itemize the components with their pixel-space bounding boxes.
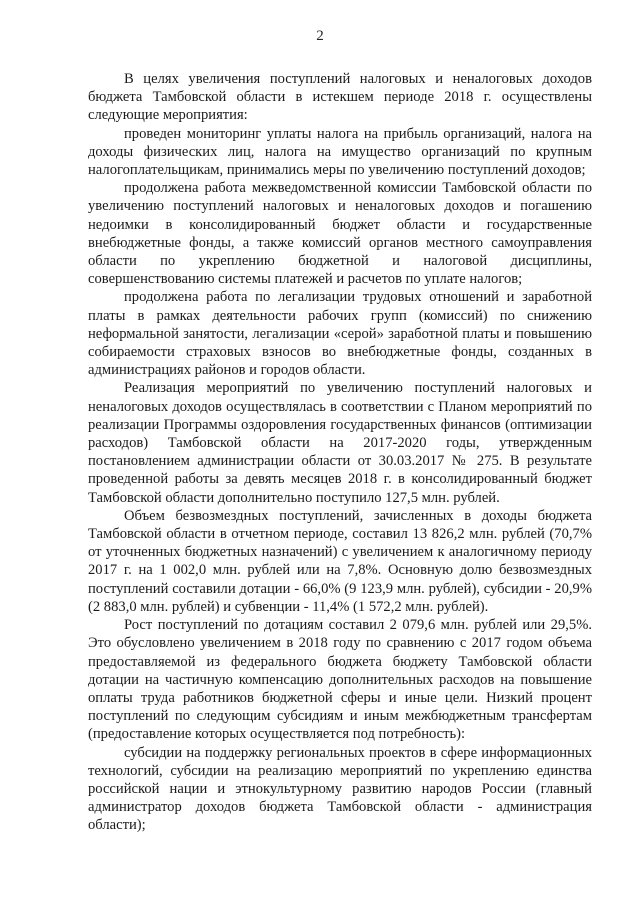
paragraph-program: Реализация мероприятий по увеличению поступлений налоговых и неналоговых доходов осуществлялась в соответствии с Планом мероприятий по реализации Программы оздоровления государственных финансов (оптимизации расходов) Тамбовской области на 2017-2020 годы, утвержденным постановлением администрации области от 30.03.2017 № 275. В результате проведенной работы за девять месяцев 2018 г. в консолидированный бюджет Тамбовской области дополнительно поступило 127,5 млн. рублей. (88, 380, 592, 506)
paragraph-intro: В целях увеличения поступлений налоговых и неналоговых доходов бюджета Тамбовской области в истекшем периоде 2018 г. осуществлены следующие мероприятия: (88, 71, 592, 124)
page-number: 2 (316, 28, 324, 44)
paragraph-subsidies-list: субсидии на поддержку региональных проектов в сфере информационных технологий, субсидии на реализацию мероприятий по укреплению единства российской нации и этнокультурному развитию народов России (главный администратор доходов бюджета Тамбовской области - администрация области); (88, 744, 592, 834)
paragraph-commission: продолжена работа межведомственной комиссии Тамбовской области по увеличению поступлений налоговых и неналоговых доходов и погашению недоимки в консолидированный бюджет области и государственные внебюджетные фонды, а также комиссий органов местного самоуправления области по укреплению бюджетной и налоговой дисциплины, совершенствованию системы платежей и расчетов по уплате налогов; (88, 180, 592, 288)
paragraph-grants-volume: Объем безвозмездных поступлений, зачисленных в доходы бюджета Тамбовской области в отчетном периоде, составил 13 826,2 млн. рублей (70,7% от уточненных бюджетных назначений) с увеличением к аналогичному периоду 2017 г. на 1 002,0 млн. рублей или на 7,8%. Основную долю безвозмездных поступлений составили дотации - 66,0% (9 123,9 млн. рублей), субсидии - 20,9% (2 883,0 млн. рублей) и субвенции - 11,4% (1 572,2 млн. рублей). (88, 507, 592, 615)
paragraph-subsidies-growth: Рост поступлений по дотациям составил 2 079,6 млн. рублей или 29,5%. Это обусловлено увеличением в 2018 году по сравнению с 2017 годом объема предоставляемой из федерального бюджета бюджету Тамбовской области дотации на частичную компенсацию дополнительных расходов на повышение оплаты труда работников бюджетной сферы и иные цели. Низкий процент поступлений по следующим субсидиям и иным межбюджетным трансфертам (предоставление которых осуществляется под потребность): (88, 617, 592, 743)
paragraph-monitoring: проведен мониторинг уплаты налога на прибыль организаций, налога на доходы физических лиц, налога на имущество организаций по крупным налогоплательщикам, принимались меры по увеличению поступлений доходов; (88, 125, 592, 179)
document-body (88, 70, 592, 835)
paragraph-legalization: продолжена работа по легализации трудовых отношений и заработной платы в рамках деятельности рабочих групп (комиссий) по снижению неформальной занятости, легализации «серой» заработной платы и повышению собираемости страховых взносов во внебюджетные фонды, созданных в администрациях районов и городов области. (88, 289, 592, 379)
